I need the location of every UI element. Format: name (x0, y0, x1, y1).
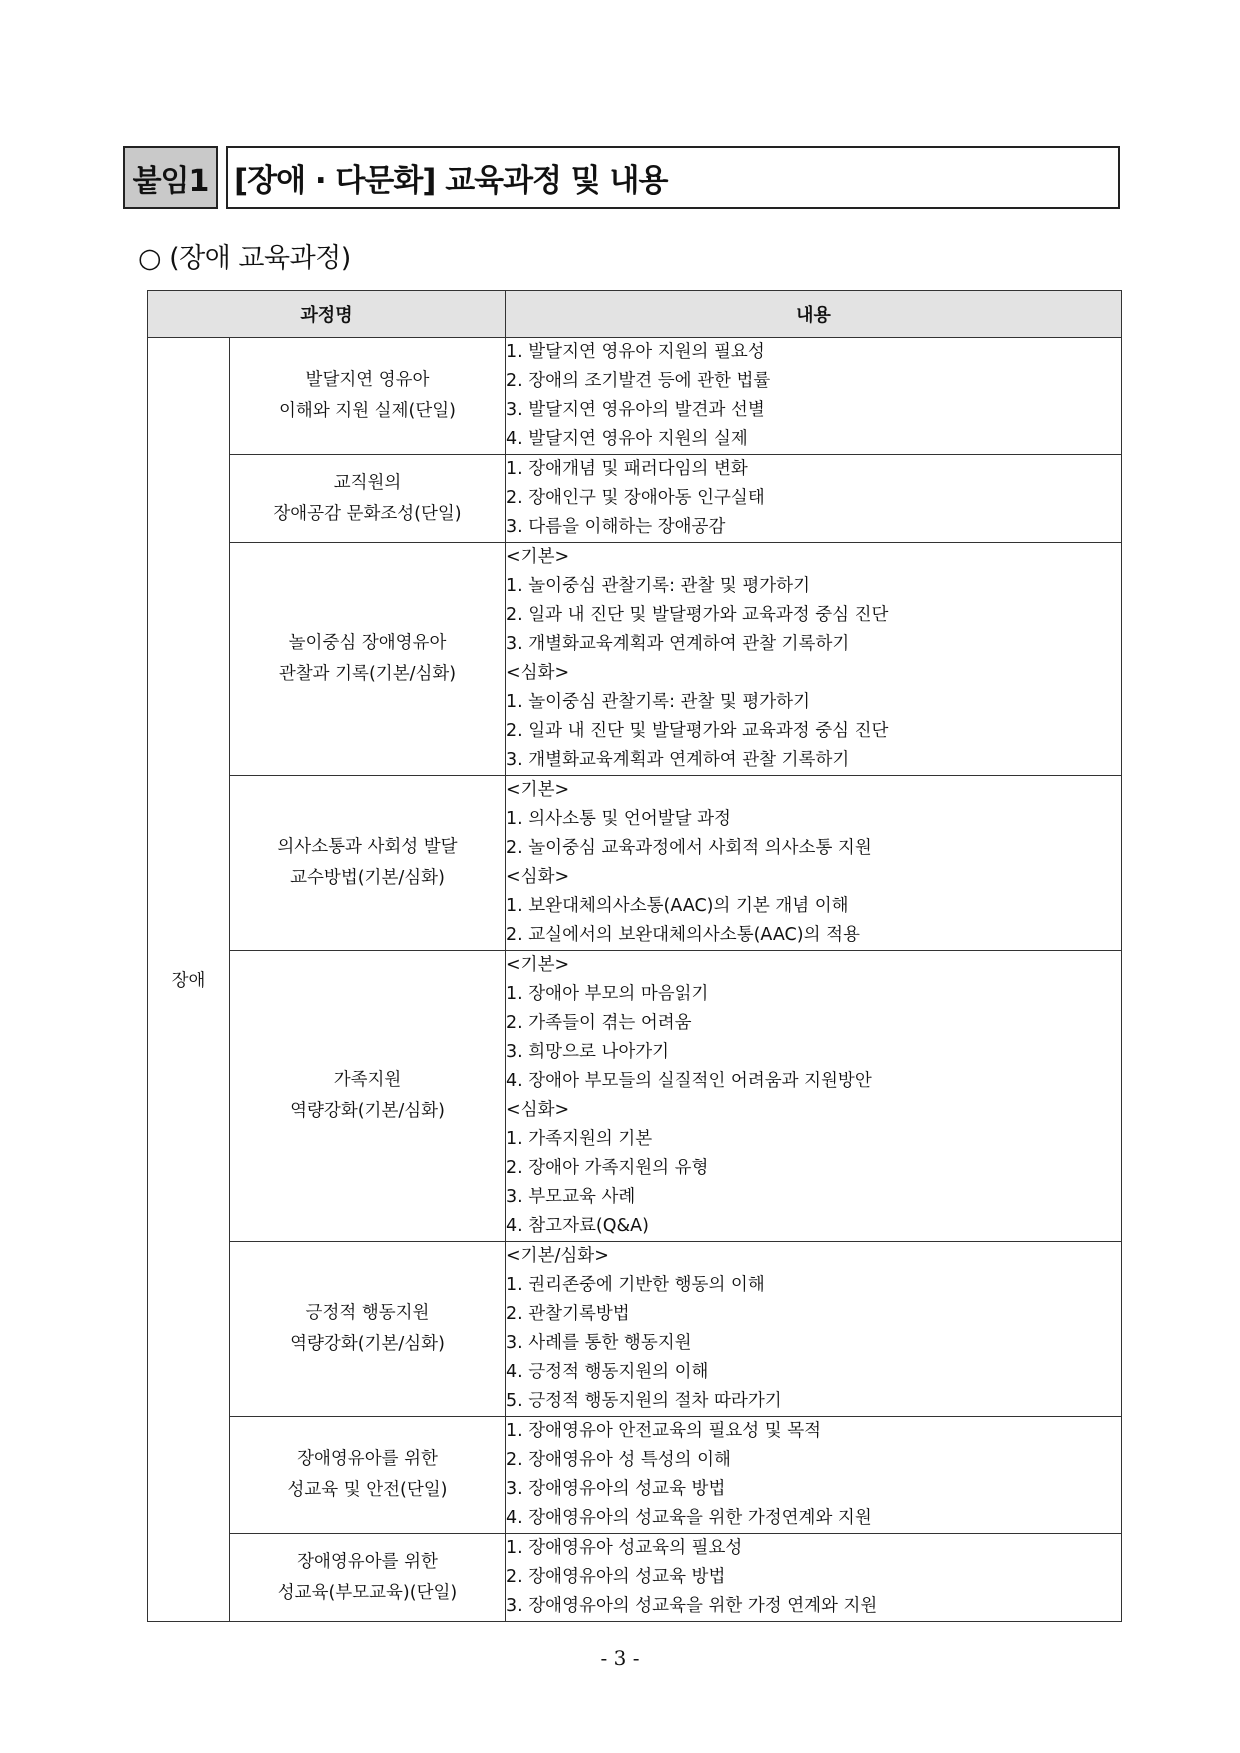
document-title: [장애 · 다문화] 교육과정 및 내용 (226, 146, 1120, 209)
course-name-cell (230, 951, 506, 1242)
course-name-cell (230, 1242, 506, 1417)
course-content-cell (506, 1534, 1122, 1622)
course-name-line: 장애영유아를 위한 (297, 1449, 438, 1469)
table-row (148, 951, 1122, 1242)
course-name-line: 장애공감 문화조성(단일) (273, 503, 462, 524)
document-header (123, 146, 1120, 209)
content-line: 2. 장애의 조기발견 등에 관한 법률 (506, 371, 771, 391)
content-line: <기본> (506, 955, 570, 975)
course-content-cell (506, 951, 1122, 1242)
content-line: <기본> (506, 547, 570, 567)
content-line: 1. 의사소통 및 언어발달 과정 (506, 809, 731, 829)
content-line: 4. 참고자료(Q&A) (506, 1216, 649, 1236)
course-name-line: 역량강화(기본/심화) (290, 1101, 445, 1121)
attachment-badge: 붙임1 (123, 146, 218, 209)
content-line: 2. 장애영유아의 성교육 방법 (506, 1567, 726, 1587)
column-header-course-name: 과정명 (148, 291, 506, 338)
content-line: 2. 장애아 가족지원의 유형 (506, 1158, 709, 1178)
content-line: <심화> (506, 663, 570, 683)
content-line: 3. 발달지연 영유아의 발견과 선별 (506, 400, 765, 420)
course-name-line: 역량강화(기본/심화) (290, 1334, 445, 1354)
content-line: <기본> (506, 780, 570, 800)
course-table-body (148, 338, 1122, 1622)
page-number: - 3 - (600, 1646, 640, 1670)
content-line: 2. 장애인구 및 장애아동 인구실태 (506, 488, 765, 508)
course-name-cell (230, 776, 506, 951)
content-line: 2. 장애영유아 성 특성의 이해 (506, 1450, 731, 1470)
table-row (148, 1242, 1122, 1417)
content-line: 2. 가족들이 겪는 어려움 (506, 1013, 692, 1033)
content-line: 4. 발달지연 영유아 지원의 실제 (506, 429, 748, 449)
table-row (148, 1534, 1122, 1622)
content-line: 1. 가족지원의 기본 (506, 1129, 653, 1149)
content-line: 3. 사례를 통한 행동지원 (506, 1333, 692, 1353)
content-line: 2. 놀이중심 교육과정에서 사회적 의사소통 지원 (506, 838, 872, 858)
content-line: 4. 장애아 부모들의 실질적인 어려움과 지원방안 (506, 1071, 872, 1091)
section-heading: ○ (장애 교육과정) (138, 243, 351, 274)
content-line: 3. 개별화교육계획과 연계하여 관찰 기록하기 (506, 634, 850, 654)
course-name-cell (230, 543, 506, 776)
content-line: 3. 장애영유아의 성교육 방법 (506, 1479, 726, 1499)
course-name-line: 교직원의 (333, 472, 402, 493)
table-row (148, 1417, 1122, 1534)
content-line: 1. 장애개념 및 패러다임의 변화 (506, 459, 748, 479)
course-name-cell (230, 338, 506, 455)
column-header-content: 내용 (506, 291, 1122, 338)
content-line: 2. 일과 내 진단 및 발달평가와 교육과정 중심 진단 (506, 721, 889, 741)
table-row (148, 455, 1122, 543)
course-name-line: 놀이중심 장애영유아 (288, 633, 447, 653)
course-content-cell (506, 776, 1122, 951)
content-line: 1. 발달지연 영유아 지원의 필요성 (506, 342, 765, 362)
content-line: 3. 장애영유아의 성교육을 위한 가정 연계와 지원 (506, 1596, 878, 1616)
content-line: 1. 장애영유아 안전교육의 필요성 및 목적 (506, 1421, 822, 1441)
content-line: 1. 권리존중에 기반한 행동의 이해 (506, 1275, 765, 1295)
content-line: 1. 보완대체의사소통(AAC)의 기본 개념 이해 (506, 896, 849, 916)
content-line: 3. 다름을 이해하는 장애공감 (506, 517, 726, 537)
course-content-cell (506, 1417, 1122, 1534)
course-name-cell (230, 1417, 506, 1534)
content-line: <기본/심화> (506, 1246, 609, 1266)
course-name-cell (230, 1534, 506, 1622)
content-line: 1. 장애영유아 성교육의 필요성 (506, 1538, 743, 1558)
content-line: 3. 개별화교육계획과 연계하여 관찰 기록하기 (506, 750, 850, 770)
table-row (148, 338, 1122, 455)
course-content-cell (506, 1242, 1122, 1417)
course-table (147, 290, 1122, 1622)
table-header-row (148, 291, 1122, 338)
content-line: 2. 교실에서의 보완대체의사소통(AAC)의 적용 (506, 925, 860, 945)
content-line: 1. 놀이중심 관찰기록: 관찰 및 평가하기 (506, 692, 810, 712)
content-line: 3. 희망으로 나아가기 (506, 1042, 670, 1062)
course-name-line: 이해와 지원 실제(단일) (279, 401, 456, 421)
content-line: 1. 놀이중심 관찰기록: 관찰 및 평가하기 (506, 576, 810, 596)
content-line: 3. 부모교육 사례 (506, 1187, 636, 1207)
course-content-cell (506, 338, 1122, 455)
content-line: <심화> (506, 1100, 570, 1120)
course-name-line: 교수방법(기본/심화) (290, 868, 445, 888)
course-content-cell (506, 455, 1122, 543)
course-name-line: 성교육 및 안전(단일) (287, 1480, 448, 1500)
course-name-line: 긍정적 행동지원 (305, 1303, 430, 1323)
course-name-line: 가족지원 (333, 1070, 402, 1090)
content-line: 4. 긍정적 행동지원의 이해 (506, 1362, 709, 1382)
content-line: 2. 일과 내 진단 및 발달평가와 교육과정 중심 진단 (506, 605, 889, 625)
table-row (148, 543, 1122, 776)
course-name-line: 의사소통과 사회성 발달 (277, 837, 458, 857)
content-line: 5. 긍정적 행동지원의 절차 따라가기 (506, 1391, 782, 1411)
course-name-line: 성교육(부모교육)(단일) (277, 1582, 458, 1603)
content-line: 1. 장애아 부모의 마음읽기 (506, 984, 709, 1004)
course-name-line: 장애영유아를 위한 (297, 1551, 438, 1572)
content-line: 2. 관찰기록방법 (506, 1304, 630, 1324)
course-name-line: 관찰과 기록(기본/심화) (278, 664, 457, 684)
category-cell: 장애 (148, 338, 230, 1622)
course-content-cell (506, 543, 1122, 776)
content-line: 4. 장애영유아의 성교육을 위한 가정연계와 지원 (506, 1508, 872, 1528)
course-name-cell (230, 455, 506, 543)
course-name-line: 발달지연 영유아 (305, 370, 430, 390)
table-row (148, 776, 1122, 951)
content-line: <심화> (506, 867, 570, 887)
